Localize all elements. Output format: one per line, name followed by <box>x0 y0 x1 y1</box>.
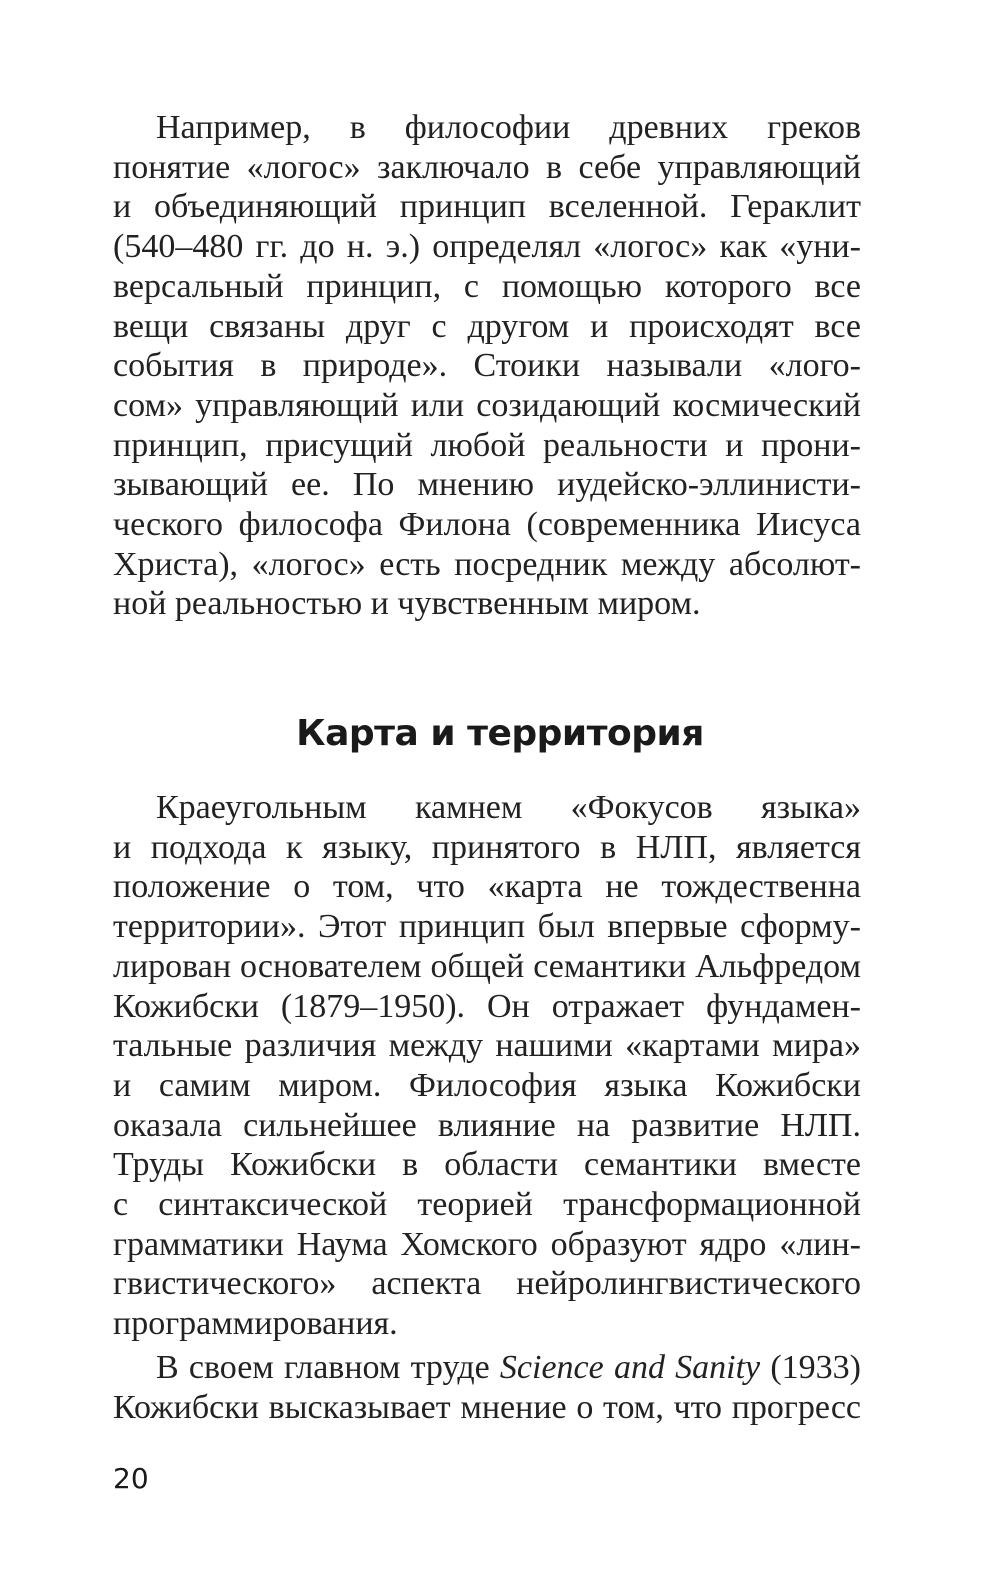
text-line: программирования. <box>113 1305 398 1343</box>
text-run: В своем главном труде <box>156 1349 500 1386</box>
paragraph-logos <box>113 108 861 624</box>
text-line: зывающий ее. По мнению иудейско-эллинисти- <box>113 466 861 504</box>
text-line: гвистического» аспекта нейролингвистического <box>113 1265 861 1303</box>
text-line: принцип, присущий любой реальности и прони- <box>113 426 861 464</box>
text-line: ной реальностью и чувственным миром. <box>113 585 701 623</box>
text-line: версальный принцип, с помощью которого все <box>113 267 861 305</box>
text-line: (540–480 гг. до н. э.) определял «логос» как «уни- <box>113 228 861 266</box>
text-line: сом» управляющий или созидающий космический <box>113 386 861 424</box>
text-line: и объединяющий принцип вселенной. Гераклит <box>113 188 861 226</box>
text-line: ческого философа Филона (современника Иисуса <box>113 506 861 544</box>
book-title: Science and Sanity <box>499 1349 761 1386</box>
paragraph-science-and-sanity <box>113 1348 861 1427</box>
text-line: и самим миром. Философия языка Кожибски <box>113 1066 861 1104</box>
section-heading: Карта и территория <box>296 713 704 754</box>
text-line: лирован основателем общей семантики Альфредом <box>113 947 861 985</box>
text-line: Краеугольным камнем «Фокусов языка» <box>156 789 861 826</box>
text-line: оказала сильнейшее влияние на развитие НЛП. <box>113 1106 861 1144</box>
text-line: с синтаксической теорией трансформационной <box>113 1186 861 1224</box>
text-line: территории». Этот принцип был впервые сформу- <box>113 908 861 946</box>
text-line: Например, в философии древних греков <box>156 109 861 146</box>
text-line: вещи связаны друг с другом и происходят все <box>113 307 861 345</box>
page-number: 20 <box>113 1462 149 1495</box>
paragraph-map-territory <box>113 788 861 1344</box>
text-line: Кожибски (1879–1950). Он отражает фундамен- <box>113 987 861 1025</box>
text-line: понятие «логос» заключало в себе управляющий <box>113 148 861 186</box>
text-line: Кожибски высказывает мнение о том, что прогресс <box>113 1388 861 1426</box>
text-line: события в природе». Стоики называли «лого- <box>113 347 861 385</box>
text-line: Христа), «логос» есть посредник между абсолют- <box>113 545 861 583</box>
text-line: и подхода к языку, принятого в НЛП, является <box>113 828 861 866</box>
text-line: Труды Кожибски в области семантики вместе <box>113 1146 861 1184</box>
text-line: положение о том, что «карта не тождественна <box>113 868 861 906</box>
text-line <box>113 1348 861 1388</box>
text-run: (1933) <box>760 1349 861 1386</box>
text-line: тальные различия между нашими «картами мира» <box>113 1027 861 1065</box>
text-line: грамматики Наума Хомского образуют ядро «лин- <box>113 1225 861 1263</box>
